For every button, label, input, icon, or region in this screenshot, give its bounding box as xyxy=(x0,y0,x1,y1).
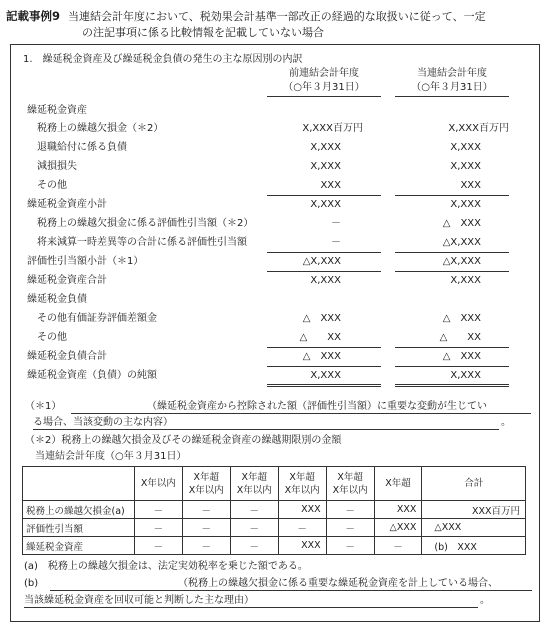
row-label: その他 xyxy=(37,180,67,191)
table-header-cell: X年超 X年以内 xyxy=(230,467,278,501)
table-cell: (b) XXX xyxy=(422,537,526,555)
row-prev-value: X,XXX xyxy=(310,199,341,210)
subtotal-rule-prev xyxy=(267,347,381,348)
col-cur-header-rule xyxy=(395,96,509,97)
row-prev-value: － xyxy=(331,218,341,229)
footer-underline-1 xyxy=(50,590,532,591)
row-cur-value: △ XXX xyxy=(442,351,481,362)
table-header-cell: 合計 xyxy=(422,467,526,501)
header-line-2: の注記事項に係る比較情報を記載していない場合 xyxy=(82,26,324,39)
row-cur-value: △X,XXX xyxy=(442,237,481,248)
table-header-cell: X年以内 xyxy=(134,467,182,501)
col-prev-header-2: （○年３月31日） xyxy=(283,82,365,93)
subtotal-rule-cur xyxy=(395,366,509,367)
row-label: 減損損失 xyxy=(37,161,77,172)
row-label: 退職給付に係る負債 xyxy=(37,142,127,153)
row-prev-value: △ XXX xyxy=(302,351,341,362)
subtotal-rule-prev xyxy=(267,271,381,272)
row-cur-value: XXX xyxy=(460,180,481,191)
table-cell: 税務上の繰越欠損金(a) xyxy=(23,501,135,519)
section1-title: 1. 繰延税金資産及び繰延税金負債の発生の主な原因別の内訳 xyxy=(23,54,303,65)
table-cell: － xyxy=(230,519,278,537)
subtotal-rule-prev xyxy=(267,195,381,196)
table-header-cell: X年超 xyxy=(374,467,422,501)
col-cur-header-2: （○年３月31日） xyxy=(411,82,493,93)
footer-note-b-text-1: （税務上の繰越欠損金に係る重要な繰延税金資産を計上している場合、 xyxy=(178,578,498,589)
row-label: 繰延税金資産合計 xyxy=(27,275,107,286)
row-prev-value: X,XXX xyxy=(310,275,341,286)
row-prev-value: X,XXX百万円 xyxy=(302,123,363,134)
row-prev-value: X,XXX xyxy=(310,161,341,172)
row-label: 繰延税金資産 xyxy=(27,105,87,116)
subtotal-rule-cur xyxy=(395,347,509,348)
note2-title: （＊2）税務上の繰越欠損金及びその繰延税金資産の繰越期限別の金額 xyxy=(25,435,342,446)
footer-period: 。 xyxy=(480,595,490,606)
footer-note-b-marker: (b) xyxy=(24,578,39,589)
row-label: 税務上の繰越欠損金に係る評価性引当額（＊2） xyxy=(37,218,254,229)
row-cur-value: △X,XXX xyxy=(442,256,481,267)
table-header-cell: X年超 X年以内 xyxy=(326,467,374,501)
subtotal-rule-cur xyxy=(395,195,509,196)
page-header xyxy=(6,8,546,41)
col-prev-header-1: 前連結会計年度 xyxy=(289,68,359,79)
subtotal-rule-prev xyxy=(267,252,381,253)
table-header-cell xyxy=(23,467,135,501)
row-cur-value: X,XXX xyxy=(450,370,481,381)
table-cell: － xyxy=(278,519,326,537)
table-cell: － xyxy=(182,501,230,519)
table-cell: － xyxy=(230,537,278,555)
row-prev-value: － xyxy=(331,237,341,248)
header-line-1 xyxy=(6,8,546,25)
subtotal-rule-cur xyxy=(395,252,509,253)
table-cell: － xyxy=(326,519,374,537)
table-cell: － xyxy=(374,537,422,555)
table-row xyxy=(23,501,526,519)
footer-note-a: (a) 税務上の繰越欠損金は、法定実効税率を乗じた額である。 xyxy=(24,561,308,572)
table-header-cell: X年超 X年以内 xyxy=(278,467,326,501)
header-text-1: 当連結会計年度において、税効果会計基準一部改正の経過的な取扱いに従って、一定 xyxy=(68,10,486,23)
table-row xyxy=(23,537,526,555)
note1-underline-2 xyxy=(33,429,499,430)
table-header-row xyxy=(23,467,526,501)
row-cur-value: X,XXX xyxy=(450,142,481,153)
table-cell: XXX xyxy=(278,537,326,555)
subtotal-rule-cur xyxy=(395,271,509,272)
footer-underline-2 xyxy=(24,607,478,608)
row-cur-value: X,XXX xyxy=(450,199,481,210)
table-cell: △XXX xyxy=(422,519,526,537)
note1-period: 。 xyxy=(501,417,511,428)
row-label: 繰延税金負債合計 xyxy=(27,351,107,362)
row-cur-value: X,XXX xyxy=(450,161,481,172)
row-label: 将来減算一時差異等の合計に係る評価性引当額 xyxy=(37,237,247,248)
row-label: 繰延税金資産（負債）の純額 xyxy=(27,370,157,381)
table-cell: － xyxy=(134,501,182,519)
table-cell: XXX百万円 xyxy=(422,501,526,519)
table-cell: － xyxy=(326,501,374,519)
col-cur-header-1: 当連結会計年度 xyxy=(417,68,487,79)
total-double-rule-cur xyxy=(395,384,509,387)
example-label: 記載事例9 xyxy=(6,9,61,23)
row-cur-value: △ XXX xyxy=(442,313,481,324)
row-label: 評価性引当額小計（＊1） xyxy=(27,256,144,267)
row-prev-value: XXX xyxy=(320,180,341,191)
row-prev-value: △ XXX xyxy=(302,313,341,324)
table-cell: － xyxy=(182,519,230,537)
table-row xyxy=(23,519,526,537)
note1-marker: （＊1） xyxy=(25,401,62,412)
row-cur-value: △ XX xyxy=(439,332,481,343)
row-label: 繰延税金資産小計 xyxy=(27,199,107,210)
table-cell: △XXX xyxy=(374,519,422,537)
note1-text-2: る場合、当該変動の主な内容） xyxy=(33,417,173,428)
row-label: その他 xyxy=(37,332,67,343)
row-cur-value: X,XXX百万円 xyxy=(448,123,509,134)
note1-text-1: （繰延税金資産から控除された額（評価性引当額）に重要な変動が生じてい xyxy=(147,401,487,412)
table-cell: － xyxy=(134,519,182,537)
table-cell: － xyxy=(182,537,230,555)
note2-subtitle: 当連結会計年度（○年３月31日） xyxy=(35,451,187,462)
table-cell: 繰延税金資産 xyxy=(23,537,135,555)
row-label: 税務上の繰越欠損金（＊2） xyxy=(37,123,164,134)
table-cell: － xyxy=(134,537,182,555)
total-double-rule-prev xyxy=(267,384,381,387)
row-prev-value: X,XXX xyxy=(310,142,341,153)
row-prev-value: △ XX xyxy=(299,332,341,343)
col-prev-header-rule xyxy=(267,96,381,97)
note1-underline-1 xyxy=(71,413,531,414)
table-cell: 評価性引当額 xyxy=(23,519,135,537)
row-prev-value: X,XXX xyxy=(310,370,341,381)
table-cell: XXX xyxy=(278,501,326,519)
row-cur-value: X,XXX xyxy=(450,275,481,286)
row-label: その他有価証券評価差額金 xyxy=(37,313,157,324)
row-prev-value: △X,XXX xyxy=(302,256,341,267)
table-cell: XXX xyxy=(374,501,422,519)
row-cur-value: △ XXX xyxy=(442,218,481,229)
carryforward-table xyxy=(22,466,526,555)
footer-note-b-text-2: 当該繰延税金資産を回収可能と判断した主な理由） xyxy=(24,595,254,606)
table-cell: － xyxy=(230,501,278,519)
table-header-cell: X年超 X年以内 xyxy=(182,467,230,501)
subtotal-rule-prev xyxy=(267,366,381,367)
row-label: 繰延税金負債 xyxy=(27,294,87,305)
table-cell: － xyxy=(326,537,374,555)
